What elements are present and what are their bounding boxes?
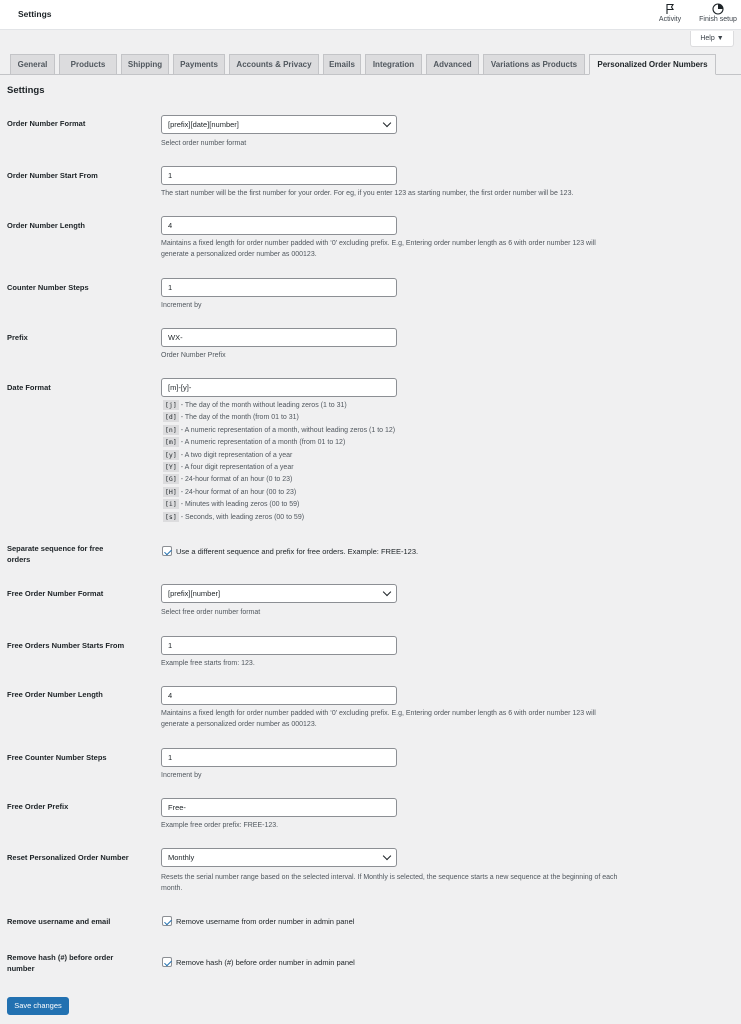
remove-hash-label-line-1: Remove hash (#) before order	[7, 953, 114, 962]
reset-label: Reset Personalized Order Number	[7, 853, 129, 862]
separate-sequence-checkbox[interactable]	[162, 546, 172, 556]
token-desc: - 24-hour format of an hour (00 to 23)	[178, 488, 297, 496]
date-format-token-list	[163, 400, 395, 524]
prefix-desc: Order Number Prefix	[161, 352, 226, 359]
chevron-down-icon	[383, 852, 391, 860]
order-number-start-desc: The start number will be the first number for your order. For eg, if you enter 123 as starting number, the first order number will be 123.	[161, 190, 574, 197]
reset-desc-line-1: Resets the serial number range based on the selected interval. If Monthly is selected, the sequence starts a new sequence at the beginning of each	[161, 874, 618, 881]
order-number-length-desc-line-1: Maintains a fixed length for order number padded with ‘0’ excluding prefix. E.g, Entering order number length as 6 with order number 123 will	[161, 240, 596, 247]
separate-sequence-label-line-1: Separate sequence for free	[7, 544, 104, 553]
tab-advanced[interactable]: Advanced	[426, 54, 479, 75]
list-item	[163, 512, 395, 524]
free-format-value: [prefix][number]	[168, 589, 221, 598]
tab-general[interactable]: General	[10, 54, 55, 75]
free-length-desc-line-2: generate a personalized order number as 000123.	[161, 721, 317, 728]
tab-products[interactable]: Products	[59, 54, 117, 75]
section-heading: Settings	[7, 85, 45, 96]
counter-steps-input[interactable]: 1	[161, 278, 397, 297]
remove-hash-checkbox[interactable]	[162, 957, 172, 967]
progress-circle-icon	[712, 3, 724, 15]
help-tab-button[interactable]: Help ▼	[690, 31, 734, 47]
token-desc: - The day of the month (from 01 to 31)	[178, 414, 299, 422]
prefix-input[interactable]: WX-	[161, 328, 397, 347]
top-bar	[0, 0, 741, 30]
free-start-input[interactable]: 1	[161, 636, 397, 655]
order-number-format-label: Order Number Format	[7, 119, 86, 128]
tab-shipping[interactable]: Shipping	[121, 54, 169, 75]
list-item	[163, 412, 395, 424]
tab-payments[interactable]: Payments	[173, 54, 225, 75]
activity-button[interactable]	[652, 3, 688, 23]
page-title: Settings	[18, 9, 52, 19]
reset-desc	[161, 872, 736, 894]
reset-value: Monthly	[168, 853, 195, 862]
order-number-length-label: Order Number Length	[7, 221, 85, 230]
tab-personalized-order-numbers[interactable]: Personalized Order Numbers	[589, 54, 716, 75]
flag-icon	[664, 3, 676, 15]
settings-tabs	[10, 54, 741, 74]
free-counter-steps-label: Free Counter Number Steps	[7, 753, 107, 762]
reset-select[interactable]	[161, 848, 397, 867]
save-changes-button[interactable]: Save changes	[7, 997, 69, 1015]
free-format-label: Free Order Number Format	[7, 589, 104, 598]
token-desc: - Seconds, with leading zeros (00 to 59)	[178, 513, 305, 521]
tab-accounts-privacy[interactable]: Accounts & Privacy	[229, 54, 319, 75]
token-code: [m]	[165, 438, 177, 447]
order-number-length-input[interactable]: 4	[161, 216, 397, 235]
tab-variations-as-products[interactable]: Variations as Products	[483, 54, 585, 75]
remove-username-label: Remove username and email	[7, 917, 111, 926]
free-length-desc-line-1: Maintains a fixed length for order number padded with ‘0’ excluding prefix. E.g, Entering order number length as 6 with order number 123 will	[161, 710, 596, 717]
remove-username-checkbox-label: Remove username from order number in admin panel	[176, 917, 355, 926]
list-item	[163, 400, 395, 412]
token-code: [s]	[165, 512, 177, 521]
token-code: [y]	[165, 450, 177, 459]
token-desc: - 24-hour format of an hour (0 to 23)	[178, 476, 293, 484]
order-number-length-desc	[161, 238, 736, 260]
counter-steps-desc: Increment by	[161, 302, 202, 309]
free-counter-steps-desc: Increment by	[161, 772, 202, 779]
date-format-label: Date Format	[7, 383, 51, 392]
tab-integration[interactable]: Integration	[365, 54, 422, 75]
remove-hash-checkbox-label: Remove hash (#) before order number in admin panel	[176, 958, 355, 967]
activity-label: Activity	[658, 16, 682, 23]
token-desc: - The day of the month without leading zeros (1 to 31)	[178, 402, 347, 409]
free-format-select[interactable]	[161, 584, 397, 603]
remove-hash-label	[7, 952, 147, 974]
free-prefix-label: Free Order Prefix	[7, 802, 69, 811]
order-number-start-input[interactable]: 1	[161, 166, 397, 185]
token-code: [H]	[165, 487, 177, 496]
order-number-format-value: [prefix][date][number]	[168, 120, 239, 129]
chevron-down-icon	[383, 588, 391, 596]
tab-emails[interactable]: Emails	[323, 54, 361, 75]
free-counter-steps-input[interactable]: 1	[161, 748, 397, 767]
token-desc: - A two digit representation of a year	[178, 451, 293, 459]
list-item	[163, 425, 395, 437]
date-format-input[interactable]: [m]-[y]-	[161, 378, 397, 397]
free-format-desc: Select free order number format	[161, 609, 261, 616]
finish-setup-button[interactable]	[694, 3, 741, 23]
free-length-desc	[161, 708, 736, 730]
free-prefix-desc: Example free order prefix: FREE-123.	[161, 822, 279, 829]
order-number-format-select[interactable]	[161, 115, 397, 134]
prefix-label: Prefix	[7, 333, 28, 342]
token-code: [n]	[165, 425, 177, 434]
token-desc: - A numeric representation of a month, without leading zeros (1 to 12)	[178, 426, 396, 434]
token-code: [j]	[165, 401, 177, 409]
order-number-start-label: Order Number Start From	[7, 171, 98, 180]
list-item	[163, 474, 395, 486]
finish-setup-label: Finish setup	[699, 16, 737, 23]
token-desc: - A four digit representation of a year	[178, 463, 294, 471]
free-length-label: Free Order Number Length	[7, 690, 103, 699]
separate-sequence-checkbox-label: Use a different sequence and prefix for free orders. Example: FREE-123.	[176, 547, 419, 556]
token-desc: - A numeric representation of a month (from 01 to 12)	[178, 439, 346, 447]
reset-desc-line-2: month.	[161, 885, 183, 892]
list-item	[163, 487, 395, 499]
free-start-label: Free Orders Number Starts From	[7, 641, 125, 650]
order-number-length-desc-line-2: generate a personalized order number as 000123.	[161, 251, 317, 258]
chevron-down-icon	[383, 119, 391, 127]
separate-sequence-label-line-2: orders	[7, 555, 31, 564]
list-item	[163, 499, 395, 511]
list-item	[163, 462, 395, 474]
counter-steps-label: Counter Number Steps	[7, 283, 89, 292]
list-item	[163, 437, 395, 449]
separate-sequence-label	[7, 543, 147, 565]
remove-hash-label-line-2: number	[7, 964, 35, 973]
token-code: [Y]	[165, 462, 177, 471]
token-code: [i]	[165, 500, 177, 509]
free-prefix-input[interactable]: Free-	[161, 798, 397, 817]
free-length-input[interactable]: 4	[161, 686, 397, 705]
free-start-desc: Example free starts from: 123.	[161, 660, 255, 667]
token-code: [G]	[165, 475, 177, 484]
token-code: [d]	[165, 413, 177, 422]
order-number-format-desc: Select order number format	[161, 140, 247, 147]
remove-username-checkbox[interactable]	[162, 916, 172, 926]
token-desc: - Minutes with leading zeros (00 to 59)	[178, 501, 300, 509]
list-item	[163, 450, 395, 462]
